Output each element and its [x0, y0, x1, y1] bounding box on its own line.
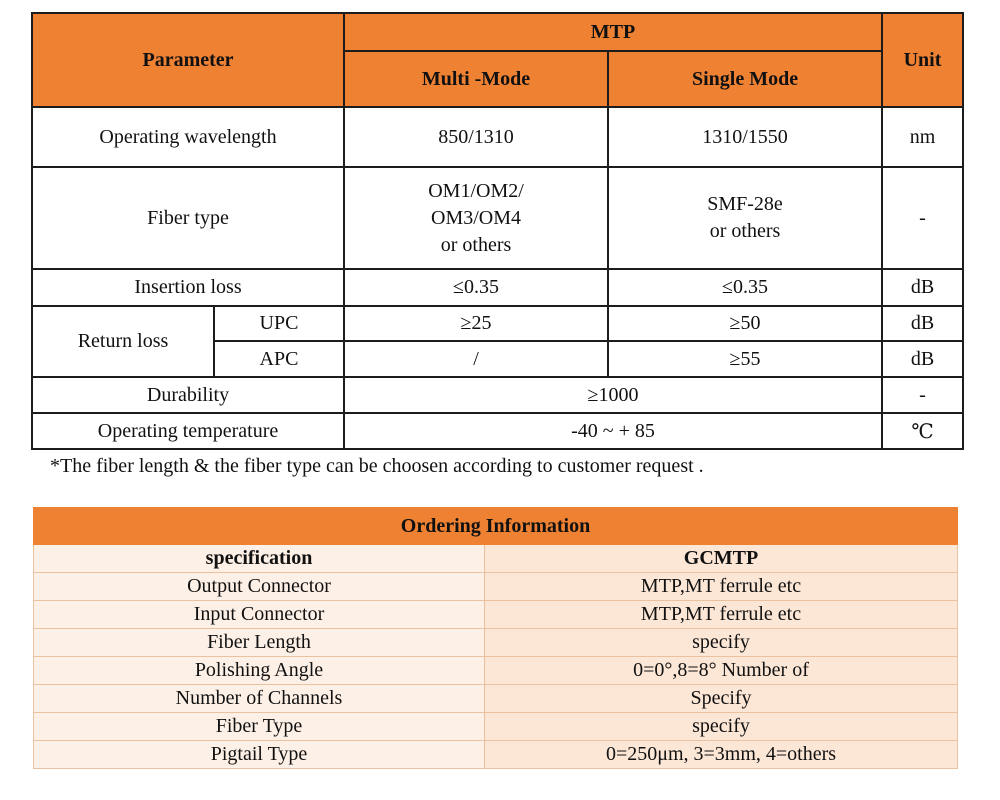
- row-durability-unit: -: [882, 377, 963, 413]
- ordering-header-model: GCMTP: [485, 545, 958, 573]
- fiber-multi-line: OM1/OM2/: [428, 179, 524, 202]
- row-durability-value: ≥1000: [344, 377, 882, 413]
- row-upc-multi: ≥25: [344, 306, 608, 341]
- table-row: [34, 685, 958, 713]
- row-temperature-value: -40 ~ + 85: [344, 413, 882, 449]
- table-row: [34, 657, 958, 685]
- fiber-single-line: or others: [709, 220, 781, 242]
- row-return-loss-label: Return loss: [32, 306, 214, 377]
- spec-table: [31, 12, 964, 450]
- row-fiber-type-unit: -: [882, 167, 963, 269]
- row-upc-single: ≥50: [608, 306, 882, 341]
- header-multi-mode: Multi -Mode: [344, 51, 608, 107]
- fiber-multi-line: or others: [440, 233, 512, 256]
- row-temperature-unit: ℃: [882, 413, 963, 449]
- row-upc-unit: dB: [882, 306, 963, 341]
- row-durability-label: Durability: [32, 377, 344, 413]
- table-row: [34, 573, 958, 601]
- ordering-label: Input Connector: [34, 601, 485, 629]
- header-mtp: MTP: [344, 13, 882, 51]
- row-temperature-label: Operating temperature: [32, 413, 344, 449]
- row-fiber-type-single: [608, 167, 882, 269]
- row-wavelength-single: 1310/1550: [608, 107, 882, 167]
- ordering-value: MTP,MT ferrule etc: [485, 601, 958, 629]
- row-apc-single: ≥55: [608, 341, 882, 377]
- table-row: [34, 713, 958, 741]
- header-single-mode: Single Mode: [608, 51, 882, 107]
- header-parameter: Parameter: [32, 13, 344, 107]
- ordering-label: Pigtail Type: [34, 741, 485, 769]
- table-row: [34, 629, 958, 657]
- ordering-value: Specify: [485, 685, 958, 713]
- row-fiber-type-label: Fiber type: [32, 167, 344, 269]
- ordering-value: 0=250μm, 3=3mm, 4=others: [485, 741, 958, 769]
- footnote: *The fiber length & the fiber type can be choosen according to customer request .: [50, 455, 704, 477]
- ordering-label: Fiber Type: [34, 713, 485, 741]
- row-apc-multi: /: [344, 341, 608, 377]
- row-fiber-type-multi: [344, 167, 608, 269]
- row-wavelength-multi: 850/1310: [344, 107, 608, 167]
- fiber-single-line: SMF-28e: [707, 193, 783, 215]
- row-upc-label: UPC: [214, 306, 344, 341]
- row-apc-unit: dB: [882, 341, 963, 377]
- row-insertion-loss-unit: dB: [882, 269, 963, 306]
- ordering-label: Output Connector: [34, 573, 485, 601]
- ordering-value: specify: [485, 713, 958, 741]
- row-wavelength-label: Operating wavelength: [32, 107, 344, 167]
- row-insertion-loss-single: ≤0.35: [608, 269, 882, 306]
- table-row: [34, 601, 958, 629]
- ordering-value: 0=0°,8=8° Number of: [485, 657, 958, 685]
- row-apc-label: APC: [214, 341, 344, 377]
- header-unit: Unit: [882, 13, 963, 107]
- ordering-label: Number of Channels: [34, 685, 485, 713]
- ordering-value: MTP,MT ferrule etc: [485, 573, 958, 601]
- ordering-label: Polishing Angle: [34, 657, 485, 685]
- row-insertion-loss-label: Insertion loss: [32, 269, 344, 306]
- ordering-title: Ordering Information: [34, 508, 958, 545]
- row-insertion-loss-multi: ≤0.35: [344, 269, 608, 306]
- ordering-header-spec: specification: [34, 545, 485, 573]
- fiber-multi-line: OM3/OM4: [431, 206, 522, 229]
- ordering-table: [33, 507, 958, 769]
- row-wavelength-unit: nm: [882, 107, 963, 167]
- ordering-label: Fiber Length: [34, 629, 485, 657]
- ordering-value: specify: [485, 629, 958, 657]
- table-row: [34, 741, 958, 769]
